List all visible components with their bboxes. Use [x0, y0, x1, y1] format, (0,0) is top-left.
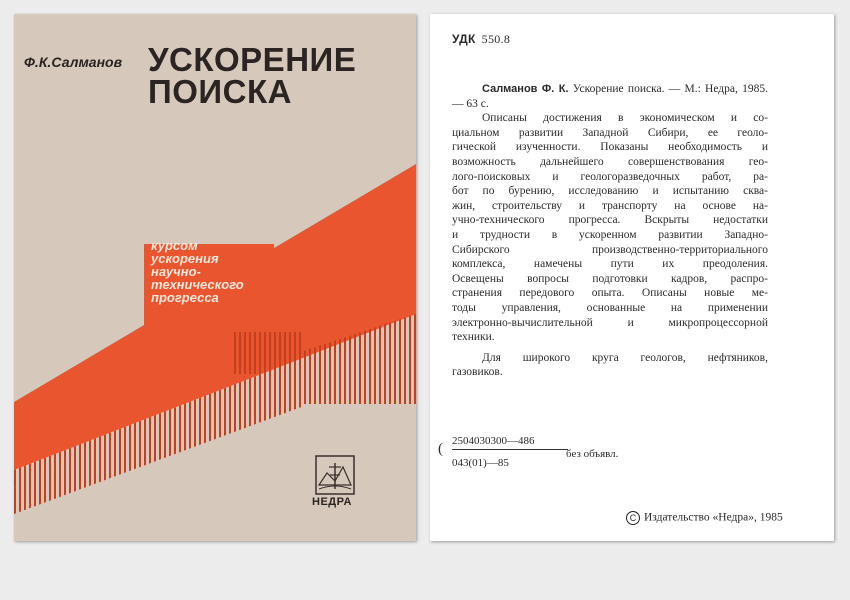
title-verso-page	[430, 14, 834, 541]
cover-title-line-2: ПОИСКА	[148, 73, 292, 110]
bibliographic-description	[452, 82, 768, 380]
cover-title	[148, 41, 357, 110]
abstract-line: циальном развитии Западной Сибири, ее геоло-	[452, 126, 768, 139]
copyright-text: Издательство «Недра», 1985	[644, 511, 783, 524]
abstract-line: техники.	[452, 331, 495, 344]
series-line-1: курсом	[151, 238, 198, 253]
code-denominator: 043(01)—85	[452, 457, 509, 469]
udk-classification	[452, 32, 510, 47]
abstract-line: учно-технического прогресса. Вскрыты недостатки	[452, 214, 768, 227]
code-numerator: 2504030300—486	[452, 435, 535, 447]
abstract	[452, 111, 768, 345]
copyright-notice	[626, 511, 783, 525]
audience-note	[452, 351, 768, 380]
cover-author: Ф.К.Салманов	[24, 54, 123, 70]
abstract-line: и трудности в ускоренном развитии Западно-	[452, 228, 768, 241]
abstract-line: странения передового опыта. Описаны новые ме-	[452, 287, 768, 300]
cover-publisher: НЕДРА	[312, 496, 352, 508]
cover-series-label	[151, 239, 244, 304]
publisher-logo-icon	[315, 455, 355, 495]
abstract-line: Описаны достижения в экономическом и со-	[482, 112, 768, 125]
series-line-3: научно-	[151, 264, 201, 279]
abstract-line: жин, строительству и транспорту на основе на-	[452, 199, 768, 212]
udk-label: УДК	[452, 32, 476, 46]
book-cover	[14, 14, 416, 541]
series-line-5: прогресса	[151, 290, 219, 305]
abstract-line: бот по бурению, исследованию и испытанию сква-	[452, 185, 768, 198]
abstract-line: Освещены вопросы подготовки кадров, распро-	[452, 272, 768, 285]
code-note: без объявл.	[566, 448, 619, 460]
abstract-line: гической изученности. Показаны необходимость и	[452, 141, 768, 154]
abstract-line: электронно-вычислительной и микропроцессорной	[452, 316, 768, 329]
abstract-line: лого-поисковых и геологоразведочных работ, ра-	[452, 170, 768, 183]
bib-reference-rest: Ускорение поиска. — М.: Недра, 1985. — 63 с.	[452, 83, 769, 110]
audience-line: Для широкого круга геологов, нефтяников,	[482, 351, 768, 364]
abstract-line: тоды управления, основанные на применении	[452, 301, 768, 314]
bib-reference	[452, 82, 768, 111]
copyright-icon: C	[626, 511, 640, 525]
series-line-4: технического	[151, 277, 244, 292]
bib-author: Салманов Ф. К.	[482, 83, 569, 95]
abstract-line: Сибирского производственно-территориального	[452, 243, 768, 256]
abstract-line: возможность дальнейшего совершенствования гео-	[452, 155, 768, 168]
series-line-2: ускорения	[151, 251, 219, 266]
cover-title-line-1: УСКОРЕНИЕ	[148, 41, 357, 78]
audience-line: газовиков.	[452, 366, 503, 379]
abstract-line: комплекса, намечены пути их преодоления.	[452, 258, 768, 271]
code-fraction-rule	[452, 449, 568, 450]
code-bracket: (	[438, 441, 443, 457]
udk-code: 550.8	[481, 32, 511, 46]
cover-stripe-side-2	[234, 332, 304, 374]
